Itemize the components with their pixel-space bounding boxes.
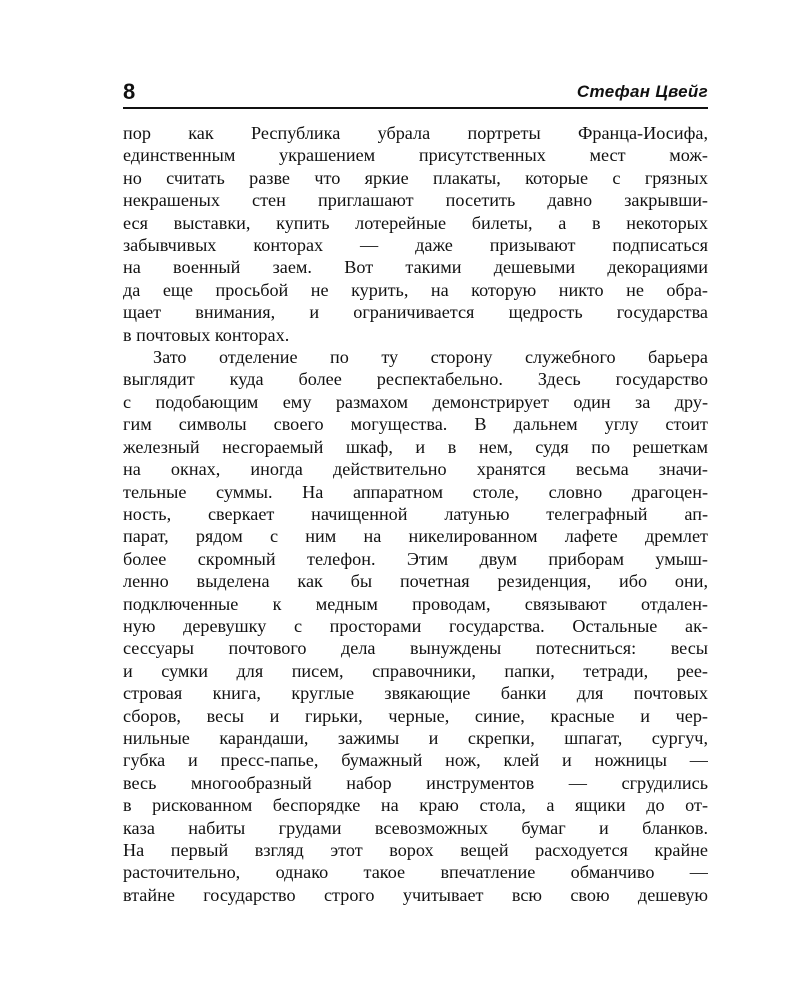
- text-line: и сумки для писем, справочники, папки, тетради, рее-: [123, 660, 708, 681]
- text-line: еся выставки, купить лотерейные билеты, а в некоторых: [123, 212, 708, 233]
- text-line: губка и пресс-папье, бумажный нож, клей и ножницы —: [123, 750, 708, 771]
- text-line: парат, рядом с ним на никелированном лафете дремлет: [123, 526, 708, 547]
- text-line: втайне государство строго учитывает всю свою дешевую: [123, 884, 708, 905]
- text-line: пор как Республика убрала портреты Франца-Иосифа,: [123, 123, 708, 143]
- text-line: ленно выделена как бы почетная резиденция, ибо они,: [123, 571, 708, 592]
- text-line: весь многообразный набор инструментов — сгрудились: [123, 772, 708, 793]
- running-head-author: Стефан Цвейг: [576, 82, 708, 101]
- text-line: стровая книга, круглые звякающие банки для почтовых: [123, 683, 708, 704]
- text-line: подключенные к медным проводам, связывают отдален-: [123, 593, 708, 614]
- text-line: железный несгораемый шкаф, и в нем, судя по решеткам: [123, 436, 708, 457]
- text-line: щает внимания, и ограничивается щедрость государства: [123, 302, 708, 323]
- text-line: каза набиты грудами всевозможных бумаг и бланков.: [123, 817, 708, 838]
- text-line: гим символы своего могущества. В дальнем углу стоит: [123, 414, 708, 435]
- text-line: сессуары почтового дела вынуждены потесниться: весы: [123, 638, 708, 659]
- page-header: [123, 78, 708, 108]
- text-line: с подобающим ему размахом демонстрирует один за дру-: [123, 391, 708, 412]
- text-line: но считать разве что яркие плакаты, которые с грязных: [123, 167, 708, 188]
- text-line: на военный заем. Вот такими дешевыми декорациями: [123, 257, 708, 278]
- text-line: На первый взгляд этот ворох вещей расходуется крайне: [123, 840, 708, 860]
- text-line: более скромный телефон. Этим двум приборам умыш-: [123, 548, 708, 569]
- text-line: на окнах, иногда действительно хранятся весьма значи-: [123, 459, 708, 480]
- text-line: расточительно, однако такое впечатление обманчиво —: [123, 862, 708, 883]
- text-line: сборов, весы и гирьки, черные, синие, красные и чер-: [123, 705, 708, 726]
- paragraph-end-line: в почтовых конторах.: [123, 324, 290, 345]
- text-line: ную деревушку с просторами государства. Остальные ак-: [123, 615, 708, 636]
- page-number: 8: [123, 79, 136, 104]
- text-line: забывчивых конторах — даже призывают подписаться: [123, 235, 708, 256]
- text-line: ность, сверкает начищенной латунью телеграфный ап-: [123, 503, 708, 524]
- text-line: в рискованном беспорядке на краю стола, а ящики до от-: [123, 795, 708, 816]
- text-line: нильные карандаши, зажимы и скрепки, шпагат, сургуч,: [123, 727, 708, 748]
- text-line: некрашеных стен приглашают посетить давно закрывши-: [123, 190, 708, 211]
- text-line: да еще просьбой не курить, на которую никто не обра-: [123, 279, 708, 300]
- text-line: выглядит куда более респектабельно. Здесь государство: [123, 369, 708, 390]
- body-text: [123, 122, 708, 906]
- paragraph-start-line: Зато отделение по ту сторону служебного барьера: [153, 347, 708, 368]
- text-line: единственным украшением присутственных мест мож-: [123, 145, 708, 166]
- book-page: [123, 78, 708, 905]
- header-rule: [123, 107, 708, 109]
- text-line: тельные суммы. На аппаратном столе, словно драгоцен-: [123, 481, 708, 502]
